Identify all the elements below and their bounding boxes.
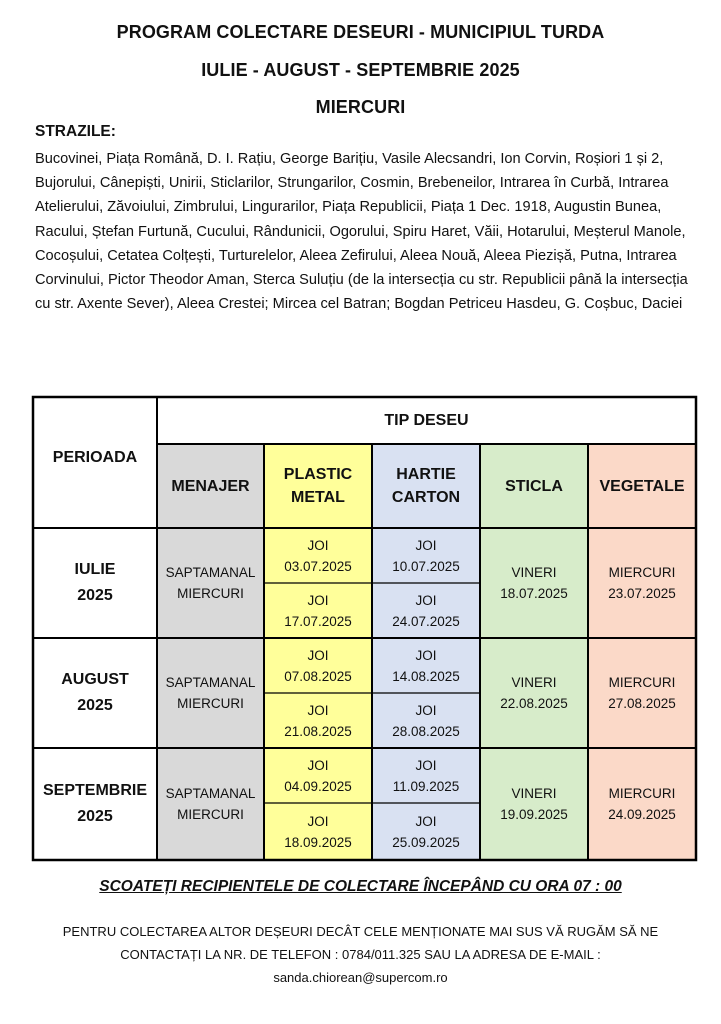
plastic-date-cell: JOI 21.08.2025 bbox=[284, 702, 352, 739]
column-menajer: MENAJER bbox=[171, 477, 250, 495]
contact-phone-line: CONTACTAȚI LA NR. DE TELEFON : 0784/011.325 SAU LA ADRESA DE E-MAIL : bbox=[120, 947, 601, 962]
sticla-date-cell: VINERI 18.07.2025 bbox=[500, 565, 568, 601]
hartie-date-cell: JOI 11.09.2025 bbox=[392, 757, 460, 794]
plastic-date-cell: JOI 18.09.2025 bbox=[284, 813, 352, 850]
column-sticla: STICLA bbox=[505, 477, 563, 495]
menajer-cell: SAPTAMANAL MIERCURI bbox=[165, 675, 256, 711]
row-period-august: AUGUST 2025 bbox=[61, 671, 129, 714]
period-header: PERIOADA bbox=[52, 449, 138, 466]
column-vegetale: VEGETALE bbox=[599, 477, 685, 495]
schedule-period: IULIE - AUGUST - SEPTEMBRIE 2025 bbox=[201, 60, 520, 80]
collection-day: MIERCURI bbox=[315, 97, 406, 117]
plastic-date-cell: JOI 17.07.2025 bbox=[284, 592, 352, 629]
hartie-date-cell: JOI 24.07.2025 bbox=[392, 592, 460, 629]
sticla-date-cell: VINERI 22.08.2025 bbox=[500, 675, 568, 711]
hartie-date-cell: JOI 25.09.2025 bbox=[392, 813, 460, 850]
sticla-date-cell: VINERI 19.09.2025 bbox=[500, 786, 568, 822]
row-period-septembrie: SEPTEMBRIE 2025 bbox=[42, 782, 147, 825]
hartie-date-cell: JOI 28.08.2025 bbox=[392, 702, 460, 739]
collection-time-notice: SCOATEȚI RECIPIENTELE DE COLECTARE ÎNCEPÂND CU ORA 07 : 00 bbox=[99, 878, 622, 895]
hartie-date-cell: JOI 14.08.2025 bbox=[392, 647, 460, 684]
contact-email: sanda.chiorean@supercom.ro bbox=[273, 970, 448, 985]
page-title: PROGRAM COLECTARE DESEURI - MUNICIPIUL TURDA bbox=[116, 22, 605, 42]
column-hartie-carton: HARTIE CARTON bbox=[391, 466, 461, 506]
menajer-cell: SAPTAMANAL MIERCURI bbox=[165, 786, 256, 822]
vegetale-date-cell: MIERCURI 23.07.2025 bbox=[608, 565, 676, 601]
row-period-iulie: IULIE 2025 bbox=[74, 561, 116, 604]
hartie-date-cell: JOI 10.07.2025 bbox=[392, 537, 460, 574]
vegetale-date-cell: MIERCURI 24.09.2025 bbox=[608, 786, 676, 822]
vegetale-date-cell: MIERCURI 27.08.2025 bbox=[608, 675, 676, 711]
waste-type-header: TIP DESEU bbox=[384, 412, 469, 429]
plastic-date-cell: JOI 03.07.2025 bbox=[284, 537, 352, 574]
plastic-date-cell: JOI 07.08.2025 bbox=[284, 647, 352, 684]
column-plastic-metal: PLASTIC METAL bbox=[283, 466, 353, 506]
contact-text-line: PENTRU COLECTAREA ALTOR DEȘEURI DECÂT CELE MENȚIONATE MAI SUS VĂ RUGĂM SĂ NE bbox=[62, 924, 659, 939]
menajer-cell: SAPTAMANAL MIERCURI bbox=[165, 565, 256, 601]
streets-label: STRAZILE: bbox=[35, 123, 116, 140]
streets-list: Bucovinei, Piața Română, D. I. Rațiu, George Barițiu, Vasile Alecsandri, Ion Corvin, Roșiori 1 și 2, Bujorului, Cânepiști, Unirii, Sticlarilor, Strungarilor, Cosmin, Brebeneilor, Intrarea în Curbă, Intrarea Atelierului, Zăvoiului, Zimbrului, Lingurarilor, Piața Republicii, Piața 1 Dec. 1918, Augustin Bunea, Racului, Ștefan Furtună, Cucului, Rândunicii, Ogorului, Spiru Haret, Văii, Hotarului, Meșterul Manole, Cocoșului, Cetatea Colțești, Turturelelor, Aleea Zefirului, Aleea Nouă, Aleea Piezișă, Putna, Intrarea Corvinului, Pictor Theodor Aman, Sterca Suluțiu (de la intersecția cu str. Republicii până la intersecția cu str. Axente Sever), Aleea Crestei; Mircea cel Batran; Bogdan Petriceu Hasdeu, G. Coșbuc, Daciei bbox=[35, 151, 688, 313]
plastic-date-cell: JOI 04.09.2025 bbox=[284, 757, 352, 794]
